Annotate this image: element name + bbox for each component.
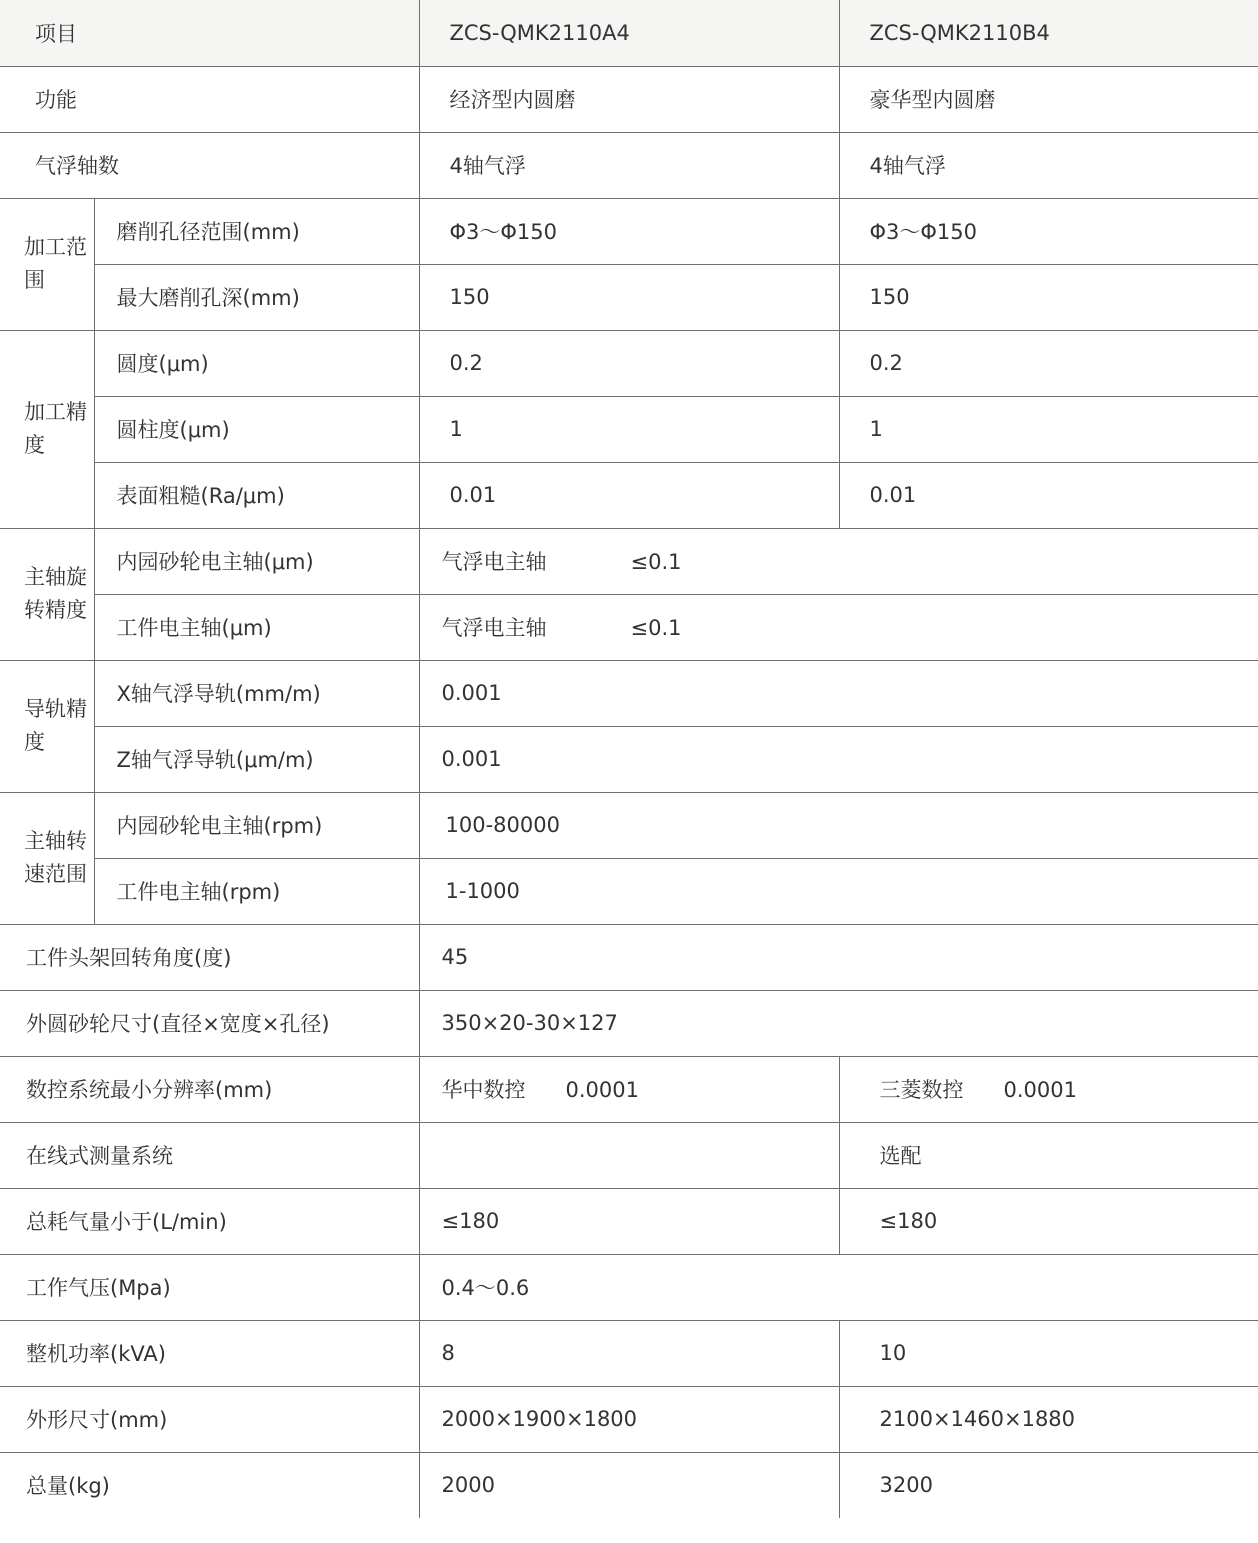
cnc-resolution-b bbox=[839, 1056, 1258, 1122]
row-label-workpiece-rot: 工件电主轴(μm) bbox=[94, 594, 419, 660]
table-row bbox=[0, 660, 1258, 726]
cnc-a-value: 0.0001 bbox=[565, 1078, 639, 1102]
table-row bbox=[0, 1122, 1258, 1188]
air-axes-b: 4轴气浮 bbox=[839, 132, 1258, 198]
bore-dia-b: Φ3～Φ150 bbox=[839, 198, 1258, 264]
cylindricity-a: 1 bbox=[419, 396, 839, 462]
table-row bbox=[0, 1320, 1258, 1386]
row-label-air-axes: 气浮轴数 bbox=[0, 132, 419, 198]
dimensions-a: 2000×1900×1800 bbox=[419, 1386, 839, 1452]
row-label-inner-wheel-speed: 内园砂轮电主轴(rpm) bbox=[94, 792, 419, 858]
row-label-head-angle: 工件头架回转角度(度) bbox=[0, 924, 419, 990]
table-row bbox=[0, 858, 1258, 924]
cylindricity-b: 1 bbox=[839, 396, 1258, 462]
function-b: 豪华型内圆磨 bbox=[839, 66, 1258, 132]
table-row bbox=[0, 990, 1258, 1056]
cnc-resolution-a bbox=[419, 1056, 839, 1122]
inner-wheel-speed-value: 100-80000 bbox=[419, 792, 1258, 858]
roundness-a: 0.2 bbox=[419, 330, 839, 396]
head-angle-value: 45 bbox=[419, 924, 1258, 990]
group-label-guide: 导轨精度 bbox=[0, 660, 94, 792]
group-label-spindle-rotation: 主轴旋转精度 bbox=[0, 528, 94, 660]
power-a: 8 bbox=[419, 1320, 839, 1386]
table-row bbox=[0, 462, 1258, 528]
row-label-dimensions: 外形尺寸(mm) bbox=[0, 1386, 419, 1452]
table-row bbox=[0, 198, 1258, 264]
header-model-b: ZCS-QMK2110B4 bbox=[839, 0, 1258, 66]
row-label-weight: 总量(kg) bbox=[0, 1452, 419, 1518]
air-consumption-b: ≤180 bbox=[839, 1188, 1258, 1254]
table-row bbox=[0, 132, 1258, 198]
table-row bbox=[0, 924, 1258, 990]
air-consumption-a: ≤180 bbox=[419, 1188, 839, 1254]
table-row bbox=[0, 594, 1258, 660]
header-row bbox=[0, 0, 1258, 66]
cnc-b-value: 0.0001 bbox=[1003, 1078, 1077, 1102]
table-row bbox=[0, 528, 1258, 594]
table-row bbox=[0, 1452, 1258, 1518]
workpiece-rot-value bbox=[419, 594, 1258, 660]
row-label-air-consumption: 总耗气量小于(L/min) bbox=[0, 1188, 419, 1254]
row-label-bore-dia: 磨削孔径范围(mm) bbox=[94, 198, 419, 264]
row-label-wheel-size: 外圆砂轮尺寸(直径×宽度×孔径) bbox=[0, 990, 419, 1056]
roundness-b: 0.2 bbox=[839, 330, 1258, 396]
roughness-b: 0.01 bbox=[839, 462, 1258, 528]
row-label-workpiece-speed: 工件电主轴(rpm) bbox=[94, 858, 419, 924]
row-label-z-guide: Z轴气浮导轨(μm/m) bbox=[94, 726, 419, 792]
cnc-a-name: 华中数控 bbox=[441, 1078, 526, 1102]
weight-a: 2000 bbox=[419, 1452, 839, 1518]
row-label-inner-wheel-rot: 内园砂轮电主轴(μm) bbox=[94, 528, 419, 594]
table-row bbox=[0, 1254, 1258, 1320]
roughness-a: 0.01 bbox=[419, 462, 839, 528]
header-model-a: ZCS-QMK2110A4 bbox=[419, 0, 839, 66]
wheel-size-value: 350×20-30×127 bbox=[419, 990, 1258, 1056]
row-label-cnc-resolution: 数控系统最小分辨率(mm) bbox=[0, 1056, 419, 1122]
weight-b: 3200 bbox=[839, 1452, 1258, 1518]
cnc-b-name: 三菱数控 bbox=[879, 1078, 964, 1102]
table-row bbox=[0, 264, 1258, 330]
table-row bbox=[0, 1188, 1258, 1254]
bore-dia-a: Φ3～Φ150 bbox=[419, 198, 839, 264]
table-row bbox=[0, 330, 1258, 396]
row-label-power: 整机功率(kVA) bbox=[0, 1320, 419, 1386]
table-row bbox=[0, 1056, 1258, 1122]
row-label-max-depth: 最大磨削孔深(mm) bbox=[94, 264, 419, 330]
inner-wheel-rot-value bbox=[419, 528, 1258, 594]
measurement-a bbox=[419, 1122, 839, 1188]
workpiece-rot-type: 气浮电主轴 bbox=[441, 616, 547, 640]
inner-wheel-rot-number: ≤0.1 bbox=[630, 550, 682, 574]
max-depth-a: 150 bbox=[419, 264, 839, 330]
row-label-roughness: 表面粗糙(Ra/μm) bbox=[94, 462, 419, 528]
row-label-measurement: 在线式测量系统 bbox=[0, 1122, 419, 1188]
air-axes-a: 4轴气浮 bbox=[419, 132, 839, 198]
inner-wheel-rot-type: 气浮电主轴 bbox=[441, 550, 547, 574]
row-label-roundness: 圆度(μm) bbox=[94, 330, 419, 396]
table-row bbox=[0, 726, 1258, 792]
row-label-cylindricity: 圆柱度(μm) bbox=[94, 396, 419, 462]
group-label-speed: 主轴转速范围 bbox=[0, 792, 94, 924]
row-label-air-pressure: 工作气压(Mpa) bbox=[0, 1254, 419, 1320]
table-row bbox=[0, 396, 1258, 462]
row-label-function: 功能 bbox=[0, 66, 419, 132]
header-item: 项目 bbox=[0, 0, 419, 66]
row-label-x-guide: X轴气浮导轨(mm/m) bbox=[94, 660, 419, 726]
measurement-b: 选配 bbox=[839, 1122, 1258, 1188]
z-guide-value: 0.001 bbox=[419, 726, 1258, 792]
dimensions-b: 2100×1460×1880 bbox=[839, 1386, 1258, 1452]
table-row bbox=[0, 1386, 1258, 1452]
x-guide-value: 0.001 bbox=[419, 660, 1258, 726]
max-depth-b: 150 bbox=[839, 264, 1258, 330]
power-b: 10 bbox=[839, 1320, 1258, 1386]
function-a: 经济型内圆磨 bbox=[419, 66, 839, 132]
workpiece-rot-number: ≤0.1 bbox=[630, 616, 682, 640]
air-pressure-value: 0.4～0.6 bbox=[419, 1254, 1258, 1320]
table-row bbox=[0, 792, 1258, 858]
workpiece-speed-value: 1-1000 bbox=[419, 858, 1258, 924]
group-label-range: 加工范围 bbox=[0, 198, 94, 330]
group-label-precision: 加工精度 bbox=[0, 330, 94, 528]
table-row bbox=[0, 66, 1258, 132]
